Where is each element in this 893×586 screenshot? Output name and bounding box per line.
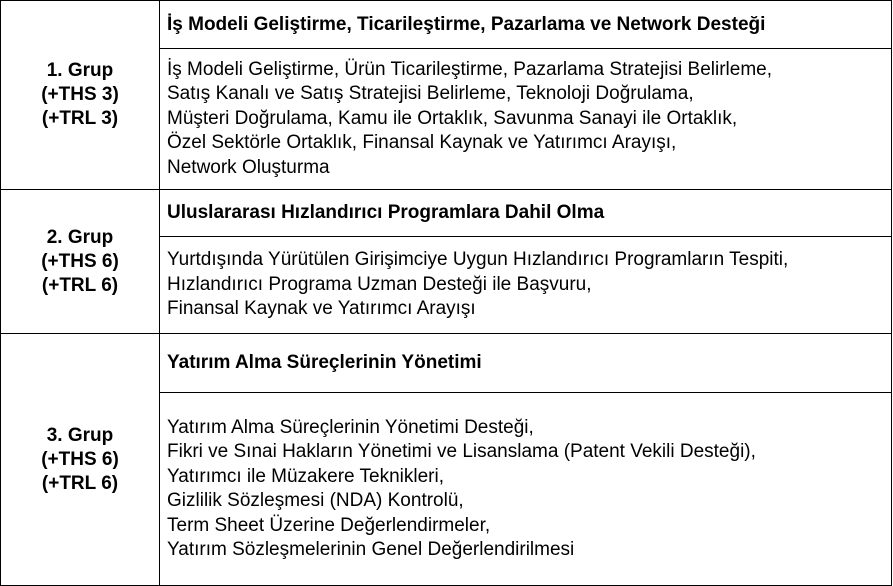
group-2-line: Finansal Kaynak ve Yatırımcı Arayışı — [167, 298, 476, 320]
group-3-label-cell — [1, 334, 160, 586]
group-2-label-cell — [1, 190, 160, 334]
group-2-heading: Uluslararası Hızlandırıcı Programlara Dahil Olma — [160, 190, 892, 237]
group-1-trl: (+TRL 3) — [41, 108, 119, 129]
group-2-heading-row — [1, 190, 892, 237]
group-1-line: Müşteri Doğrulama, Kamu ile Ortaklık, Savunma Sanayi ile Ortaklık, — [167, 107, 738, 129]
group-1-name: 1. Grup — [46, 60, 114, 81]
group-1-line: Network Oluşturma — [167, 156, 330, 178]
group-2-name: 2. Grup — [46, 226, 114, 248]
group-3-description — [160, 393, 892, 586]
group-3-ths: (+THS 6) — [41, 448, 119, 470]
group-2-ths: (+THS 6) — [41, 250, 119, 272]
group-3-heading-row — [1, 334, 892, 393]
group-2-line: Yurtdışında Yürütülen Girişimciye Uygun Hızlandırıcı Programların Tespiti, — [167, 249, 789, 271]
group-2-trl: (+TRL 6) — [41, 274, 119, 296]
group-3-name: 3. Grup — [46, 424, 114, 446]
group-1-heading-row — [1, 1, 892, 49]
group-1-ths: (+THS 3) — [41, 84, 119, 105]
group-3-heading: Yatırım Alma Süreçlerinin Yönetimi — [160, 334, 892, 393]
group-2-description — [160, 237, 892, 334]
group-3-trl: (+TRL 6) — [41, 472, 119, 494]
group-3-line: Fikri ve Sınai Hakların Yönetimi ve Lisanslama (Patent Vekili Desteği), — [167, 441, 756, 462]
group-3-line: Gizlilik Sözleşmesi (NDA) Kontrolü, — [167, 490, 464, 511]
group-1-line: Özel Sektörle Ortaklık, Finansal Kaynak ve Yatırımcı Arayışı, — [167, 132, 677, 154]
group-1-label-cell — [1, 1, 160, 190]
group-2-line: Hızlandırıcı Programa Uzman Desteği ile Başvuru, — [167, 273, 592, 295]
group-1-line: İş Modeli Geliştirme, Ürün Ticarileştirme, Pazarlama Stratejisi Belirleme, — [167, 58, 772, 80]
group-1-description — [160, 49, 892, 190]
group-3-line: Yatırım Alma Süreçlerinin Yönetimi Desteği, — [167, 416, 534, 438]
group-3-line: Yatırımcı ile Müzakere Teknikleri, — [167, 465, 444, 487]
group-1-line: Satış Kanalı ve Satış Stratejisi Belirleme, Teknoloji Doğrulama, — [167, 83, 694, 105]
group-3-line: Term Sheet Üzerine Değerlendirmeler, — [167, 514, 491, 536]
group-3-line: Yatırım Sözleşmelerinin Genel Değerlendirilmesi — [167, 539, 575, 560]
group-1-heading: İş Modeli Geliştirme, Ticarileştirme, Pazarlama ve Network Desteği — [160, 1, 892, 49]
